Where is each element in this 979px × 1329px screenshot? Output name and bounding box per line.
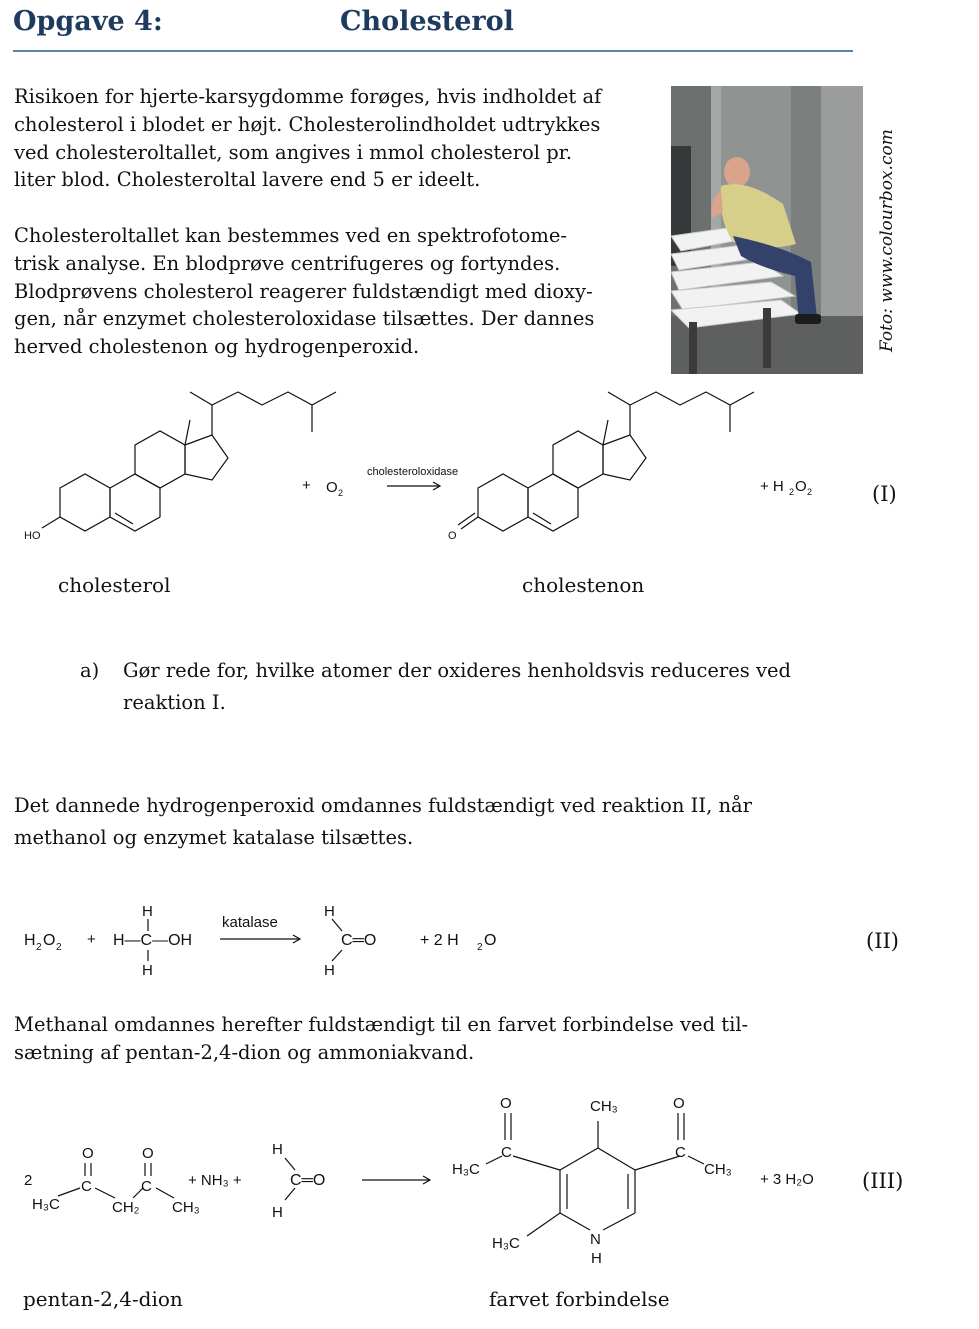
h2o2-oxygen: O [795, 478, 807, 495]
product-ch3-top: CH₃ [590, 1098, 618, 1115]
dione-o2: O [142, 1145, 154, 1162]
product-c-left: C [501, 1144, 512, 1161]
text-line: Blodprøvens cholesterol reagerer fuldstændigt med dioxy- [14, 279, 593, 303]
ammonia-term: + NH₃ + [188, 1172, 242, 1189]
methanal-formula: C═O [341, 932, 377, 949]
water-o: O [484, 932, 497, 949]
h2o2-h: H [24, 932, 36, 949]
text-line: liter blod. Cholesteroltal lavere end 5 er ideelt. [14, 168, 481, 192]
methanol-bottom-h: H [142, 962, 153, 979]
water-sub: 2 [477, 942, 483, 953]
methanol-formula: H—C—OH [113, 932, 193, 949]
reaction-2-label: (II) [866, 929, 899, 953]
text-line: Methanal omdannes herefter fuldstændigt til en farvet forbindelse ved til- [14, 1013, 749, 1036]
product-ch3-right: CH₃ [704, 1161, 732, 1178]
h2o2-o: O [43, 932, 56, 949]
h2o2-sub-1: 2 [36, 942, 42, 953]
product-nh-h: H [591, 1250, 602, 1267]
dione-c2: C [141, 1178, 152, 1195]
oxygen-subscript: 2 [338, 488, 344, 498]
title-rule [13, 50, 853, 52]
dione-ch3: CH₃ [172, 1199, 200, 1216]
question-a-letter: a) [80, 659, 100, 682]
intro-paragraph-2 [14, 222, 594, 361]
intro-paragraph-1 [14, 83, 601, 194]
reaction-3-scheme [0, 1088, 979, 1278]
product-h3c-bottom: H₃C [492, 1235, 520, 1252]
h2o2-sub-2: 2 [56, 942, 62, 953]
paragraph-reaction-2 [14, 790, 752, 854]
catalase-label: katalase [222, 914, 278, 931]
reaction-2-scheme [0, 895, 979, 985]
reaction-3-label: (III) [862, 1169, 904, 1193]
text-line: sætning af pentan-2,4-dion og ammoniakvand. [14, 1040, 475, 1064]
pentanedione-name: pentan-2,4-dion [23, 1287, 183, 1311]
text-line: Risikoen for hjerte-karsygdomme forøges, hvis indholdet af [14, 85, 602, 108]
task-number: Opgave 4: [13, 6, 163, 37]
h2o2-subscript-2: 2 [807, 487, 813, 497]
text-line: reaktion I. [123, 691, 226, 714]
cholestenon-name: cholestenon [522, 573, 645, 597]
product-c-right: C [675, 1144, 686, 1161]
enzyme-label: cholesteroloxidase [367, 466, 459, 478]
product-n: N [590, 1231, 601, 1248]
methanal-bottom-h: H [272, 1204, 283, 1221]
ketone-oxygen-label: O [448, 530, 457, 542]
photo-man-on-bench [671, 86, 863, 374]
methanal-top-h: H [324, 903, 335, 920]
text-line: ved cholesteroltallet, som angives i mmol cholesterol pr. [14, 140, 573, 164]
product-o-left: O [500, 1095, 512, 1112]
water-term: + 3 H₂O [760, 1171, 814, 1188]
product-o-right: O [673, 1095, 685, 1112]
product-h3c-left: H₃C [452, 1161, 480, 1178]
hydroxyl-label: HO [24, 530, 41, 542]
h2o2-subscript-1: 2 [789, 487, 795, 497]
paragraph-reaction-3 [14, 1011, 748, 1067]
text-line: Gør rede for, hvilke atomer der oxideres henholdsvis reduceres ved [123, 659, 792, 682]
question-a-text [123, 655, 791, 719]
dione-c1: C [81, 1178, 92, 1195]
text-line: cholesterol i blodet er højt. Cholesterolindholdet udtrykkes [14, 112, 601, 136]
photo-credit: Foto: www.colourbox.com [877, 129, 897, 352]
methanal-top-h: H [272, 1141, 283, 1158]
h2o2-prefix: + H [760, 478, 784, 495]
text-line: gen, når enzymet cholesteroloxidase tilsættes. Der dannes [14, 307, 595, 331]
text-line: Cholesteroltallet kan bestemmes ved en spektrofotome- [14, 224, 567, 247]
text-line: trisk analyse. En blodprøve centrifugeres og fortyndes. [14, 251, 561, 275]
cholesterol-name: cholesterol [58, 573, 171, 597]
methanal-bottom-h: H [324, 962, 335, 979]
text-line: herved cholestenon og hydrogenperoxid. [14, 335, 420, 359]
page-title: Cholesterol [340, 6, 514, 37]
reaction-1-label: (I) [872, 482, 897, 506]
dione-o1: O [82, 1145, 94, 1162]
reaction-1-scheme [0, 380, 979, 560]
plus-sign: + [87, 931, 96, 948]
text-line: Det dannede hydrogenperoxid omdannes fuldstændigt ved reaktion II, når [14, 794, 752, 817]
text-line: methanol og enzymet katalase tilsættes. [14, 826, 414, 849]
dione-h3c: H₃C [32, 1196, 60, 1213]
plus-sign: + [302, 477, 311, 494]
dione-ch2: CH₂ [112, 1199, 140, 1216]
methanal-formula: C═O [290, 1172, 326, 1189]
coefficient: 2 [24, 1172, 33, 1189]
methanol-top-h: H [142, 903, 153, 920]
water-term: + 2 H [420, 932, 459, 949]
oxygen-formula: O [326, 479, 338, 496]
colored-compound-name: farvet forbindelse [489, 1287, 670, 1311]
